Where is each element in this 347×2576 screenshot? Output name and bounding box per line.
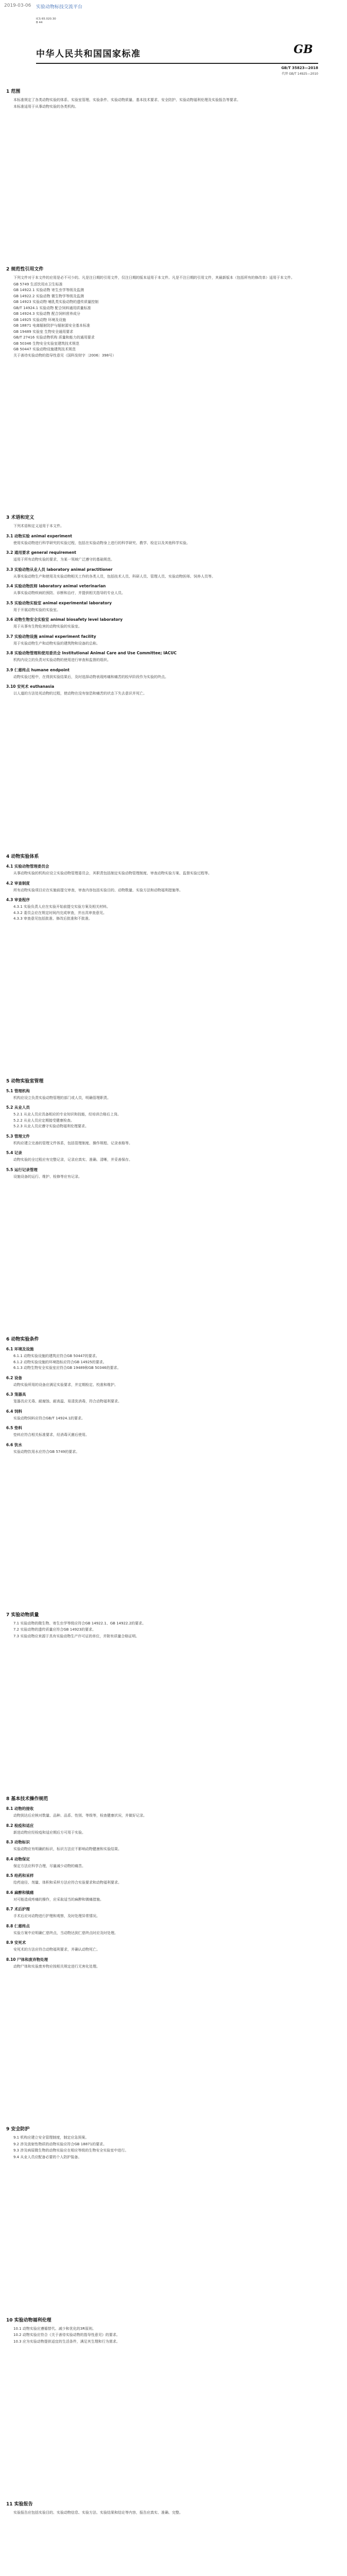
standard-number: GB/T 35823—2018 <box>281 66 318 70</box>
subsection-heading: 4.1 实验动物管理委员会 <box>6 864 49 869</box>
print-date: 2019-03-06 <box>4 3 31 8</box>
replaces-note: 代替 GB/T 14925—2010 <box>282 72 318 76</box>
subsection-heading: 8.6 麻醉和镇痛 <box>6 1890 34 1895</box>
paragraph: 动物实验的全过程应有完整记录，记录应真实、准确、清晰，并妥善保存。 <box>13 1158 132 1162</box>
subsection-heading: 5.4 记录 <box>6 1150 22 1156</box>
paragraph: 设施设备的运行、维护、检修等应有记录。 <box>13 1174 82 1179</box>
list-item: GB 14924.3 实验动物 配合饲料营养成分 <box>13 312 80 316</box>
subsection-heading: 8.10 尸体和废弃物处理 <box>6 1957 48 1962</box>
paragraph: 下列文件对于本文件的应用是必不可少的。凡是注日期的引用文件，仅注日期的版本适用于本文件。凡是不注日期的引用文件，其最新版本（包括所有的修改单）适用于本文件。 <box>13 276 294 280</box>
subsection-heading: 4.3 审查程序 <box>6 897 30 903</box>
section-heading: 10 实验动物福利伦理 <box>6 2317 51 2323</box>
subsection-heading: 3.1 动物实验 animal experiment <box>6 533 73 538</box>
subsection-heading: 8.4 动物保定 <box>6 1856 30 1861</box>
header-rule <box>36 63 318 64</box>
section-heading: 1 范围 <box>6 89 21 94</box>
paragraph: 动物到达后应核对数量、品种、品系、性别、等级等，检查健康状况，并做好记录。 <box>13 1814 147 1818</box>
list-item: GB/T 14924.1 实验动物 配合饲料通用质量标准 <box>13 306 91 310</box>
browser-header <box>0 0 347 11</box>
paragraph: 本标准规定了各类动物实验的体系、实验室管理、实验条件、实验动物质量、基本技术要求、安全防护、实验动物福利伦理及实验报告等要求。 <box>13 98 240 102</box>
paragraph: 机构内设立的负责对实验动物的使用进行审查和监督的组织。 <box>13 658 111 663</box>
ccs-code: B 44 <box>36 21 43 24</box>
subsection-heading: 3.9 仁慈终点 humane endpoint <box>6 667 70 672</box>
subsection-heading: 8.3 动物标识 <box>6 1840 30 1845</box>
subsection-heading: 6.6 饮水 <box>6 1442 22 1447</box>
subsection-heading: 8.8 仁慈终点 <box>6 1923 30 1928</box>
list-item: GB 50346 生物安全实验室建筑技术规范 <box>13 341 79 346</box>
paragraph: 机构应设立负责实验动物管理的部门或人员，明确管理职责。 <box>13 1095 111 1100</box>
paragraph: 本标准适用于从事动物实验的各类机构。 <box>13 104 78 109</box>
list-item: 4.3.3 审查意见包括批准、修改后批准和不批准。 <box>13 917 93 921</box>
subsection-heading: 8.2 检疫和适应 <box>6 1823 34 1828</box>
site-link[interactable]: 实验动物标技交流平台 <box>36 5 83 10</box>
list-item: 6.1.2 动物实验设施的环境指标应符合GB 14925的要求。 <box>13 1360 107 1364</box>
paragraph: 实验动物应有明确的标识，标识方法应不影响动物健康和实验结果。 <box>13 1847 122 1852</box>
paragraph: 实验动物饮用水应符合GB 5749的要求。 <box>13 1449 80 1454</box>
subsection-heading: 8.1 动物的接收 <box>6 1806 34 1811</box>
subsection-heading: 4.2 审查制度 <box>6 880 30 886</box>
paragraph: 9.3 涉及病原微生物的动物实验应在相应等级的生物安全实验室中进行。 <box>13 2148 129 2153</box>
paragraph: 动物实验所用的设备应满足实验要求，并定期检定、校准和维护。 <box>13 1382 118 1387</box>
subsection-heading: 8.9 安死术 <box>6 1940 26 1945</box>
standard-title: 中华人民共和国国家标准 <box>36 49 141 59</box>
ics-code: ICS 65.020.30 <box>36 18 56 21</box>
paragraph: 垫料应符合相关标准要求，经消毒灭菌后使用。 <box>13 1433 89 1437</box>
subsection-heading: 3.10 安死术 euthanasia <box>6 684 55 689</box>
paragraph: 保定方法应科学合理，尽量减少动物的痛苦。 <box>13 1863 85 1868</box>
paragraph: 9.4 从业人员应配备必要的个人防护装备。 <box>13 2155 82 2159</box>
paragraph: 笼器具应无毒、耐腐蚀、耐高温、易清洗消毒，符合动物福利要求。 <box>13 1399 122 1404</box>
paragraph: 9.2 涉及放射性物质的动物实验应符合GB 18871的要求。 <box>13 2142 107 2146</box>
gb-logo-icon <box>290 42 316 56</box>
section-heading: 5 动物实验室管理 <box>6 1078 44 1084</box>
subsection-heading: 3.2 通用要求 general requirement <box>6 550 77 555</box>
paragraph: 安死术的方法应符合动物福利要求，并确认动物死亡。 <box>13 1947 100 1952</box>
subsection-heading: 6.4 饲料 <box>6 1409 22 1414</box>
section <box>4 1335 343 1603</box>
section <box>4 265 343 506</box>
list-item: GB 50447 实验动物设施建筑技术规范 <box>13 347 76 352</box>
subsection-heading: 5.2 从业人员 <box>6 1105 30 1110</box>
list-item: GB/T 27416 实验动物机构 质量和能力的通用要求 <box>13 335 95 340</box>
subsection-heading: 6.2 设备 <box>6 1375 22 1380</box>
paragraph: 实验动物饲料应符合GB/T 14924.1的要求。 <box>13 1416 85 1420</box>
subsection-heading: 3.3 实验动物从业人员 laboratory animal practitioner <box>6 567 113 572</box>
paragraph: 给药途径、剂量、体积和采样方法应符合实验要求和动物福利要求。 <box>13 1880 122 1885</box>
section <box>4 853 343 1070</box>
list-item: 6.1.3 动物生物安全实验室应符合GB 19489和GB 50346的要求。 <box>13 1366 121 1370</box>
section <box>4 514 343 845</box>
subsection-heading: 3.7 实验动物设施 animal experiment facility <box>6 634 96 639</box>
paragraph: 动物实验过程中，在得到实验结果后，及时选择动物表现疼痛和痛苦的较早阶段作为实验的终点。 <box>13 674 168 679</box>
list-item: 关于善待实验动物的指导性意见（国科发财字〔2006〕398号） <box>13 353 116 358</box>
section-heading: 6 动物实验条件 <box>6 1337 39 1343</box>
list-item: 5.2.1 从业人员应具备相应的专业知识和技能，经培训合格后上岗。 <box>13 1112 122 1117</box>
paragraph: 动物尸体和实验废弃物应按相关规定进行无害化处理。 <box>13 1964 100 1969</box>
paragraph: 手术后应对动物进行护理和观察，及时处理异常情况。 <box>13 1914 100 1919</box>
section-heading: 11 实验报告 <box>6 2502 33 2507</box>
subsection-heading: 5.1 管理机构 <box>6 1088 30 1093</box>
section-heading: 2 规范性引用文件 <box>6 267 44 273</box>
subsection-heading: 8.5 给药和采样 <box>6 1873 34 1878</box>
list-item: GB 14925 实验动物 环境及设施 <box>13 317 66 322</box>
subsection-heading: 6.5 垫料 <box>6 1426 22 1431</box>
gb-logo-text: GB <box>293 43 313 56</box>
subsection-heading: 3.8 实验动物管理和使用委员会 Institutional Animal Care and Use Committee; IACUC <box>6 651 177 656</box>
subsection-heading: 3.5 实验动物实验室 animal experimental laboratory <box>6 600 112 605</box>
section <box>4 88 343 258</box>
list-item: 6.1.1 动物实验设施的建筑应符合GB 50447的要求。 <box>13 1354 99 1359</box>
paragraph: 实验方案中应明确仁慈终点，当动物达到仁慈终点时应及时处理。 <box>13 1930 118 1935</box>
subsection-heading: 6.1 环境及设施 <box>6 1347 34 1352</box>
section <box>4 2316 343 2494</box>
subsection-heading: 3.4 实验动物医师 laboratory animal veterinarian <box>6 584 106 589</box>
section <box>4 2500 343 2576</box>
standard-page <box>4 12 343 2576</box>
paragraph: 所有动物实验项目应在实施前提交审查，审查内容包括实验目的、动物数量、实验方法和动物福利措施等。 <box>13 888 183 892</box>
section <box>4 1077 343 1329</box>
section <box>4 2125 343 2309</box>
paragraph: 以人道的方法处死动物的过程，使动物在没有惊恐和痛苦的状态下失去意识并死亡。 <box>13 691 147 696</box>
list-item: GB 14923 实验动物 哺乳类实验动物的遗传质量控制 <box>13 300 99 304</box>
list-item: GB 19489 实验室 生物安全通用要求 <box>13 329 74 334</box>
section <box>4 1795 343 2118</box>
paragraph: 用于从事有生物危害的动物实验的实验室。 <box>13 624 82 629</box>
section-heading: 7 实验动物质量 <box>6 1612 39 1618</box>
list-item: GB 14922.2 实验动物 微生物学等级及监测 <box>13 294 84 298</box>
paragraph: 从事动物实验的机构应设立实验动物管理委员会，其职责包括制定实验动物管理制度、审查动物实验方案、监督实验过程等。 <box>13 871 212 876</box>
section-heading: 9 安全防护 <box>6 2127 30 2132</box>
paragraph: 7.3 实验动物应来源于具有实验动物生产许可证的单位，并附有质量合格证明。 <box>13 1634 140 1638</box>
paragraph: 从事实验动物疾病的预防、诊断和治疗，并提供相关指导的专业人员。 <box>13 591 125 596</box>
paragraph: 从事实验动物生产和使用及实验动物相关工作的各类人员，包括技术人员、科研人员、管理人员、实验动物医师、饲养人员等。 <box>13 574 215 579</box>
subsection-heading: 5.3 管理文件 <box>6 1133 30 1139</box>
paragraph: 适用于所有动物实验的要求，为某一领域广泛遵守的基础规范。 <box>13 557 114 562</box>
paragraph: 10.2 动物实验应符合《关于善待实验动物的指导性意见》的要求。 <box>13 2333 120 2337</box>
list-item: 4.3.2 委员会应在规定时间内完成审查，并出具审查意见。 <box>13 910 107 915</box>
paragraph: 9.1 机构应建立安全管理制度，制定应急预案。 <box>13 2136 89 2140</box>
list-item: GB 14922.1 实验动物 寄生虫学等级及监测 <box>13 288 84 293</box>
subsection-heading: 3.6 动物生物安全实验室 animal biosafety level laboratory <box>6 617 123 622</box>
subsection-heading: 6.3 笼器具 <box>6 1392 26 1397</box>
paragraph: 用于实验动物生产和动物实验的建筑物和设备的总称。 <box>13 641 100 646</box>
section-heading: 3 术语和定义 <box>6 515 34 521</box>
paragraph: 7.1 实验动物的微生物、寄生虫学等级应符合GB 14922.1、GB 14922.2的要求。 <box>13 1621 146 1625</box>
paragraph: 用于开展动物实验的实验室。 <box>13 607 60 612</box>
list-item: 5.2.2 从业人员应定期接受健康检查。 <box>13 1118 75 1123</box>
list-item: GB 18871 电离辐射防护与辐射源安全基本标准 <box>13 324 90 328</box>
paragraph: 实验报告应包括实验目的、实验动物信息、实验方法、实验结果和结论等内容，报告应真实、准确、完整。 <box>13 2511 183 2515</box>
paragraph: 新进动物应经检疫和适应期后方可用于实验。 <box>13 1830 85 1835</box>
section-heading: 8 基本技术操作规范 <box>6 1797 48 1802</box>
paragraph: 7.2 实验动物的遗传质量应符合GB 14923的要求。 <box>13 1628 96 1632</box>
section <box>4 1611 343 1788</box>
classification-codes <box>36 18 56 25</box>
list-item: 5.2.3 从业人员应遵守实验动物福利伦理要求。 <box>13 1124 89 1129</box>
subsection-heading: 5.5 运行记录管理 <box>6 1167 38 1172</box>
paragraph: 下列术语和定义适用于本文件。 <box>13 524 64 529</box>
paragraph: 使用实验动物进行科学研究的实验过程，包括在实验动物身上进行的科学研究、教学、检定以及其他科学实验。 <box>13 540 190 545</box>
paragraph: 对可能造成疼痛的操作，应采取适当的麻醉和镇痛措施。 <box>13 1897 103 1902</box>
list-item: GB 5749 生活饮用水卫生标准 <box>13 282 63 286</box>
paragraph: 10.3 应为实验动物提供适宜的生活条件，满足其生理和行为需求。 <box>13 2339 120 2344</box>
subsection-heading: 8.7 术后护理 <box>6 1907 30 1912</box>
document-body <box>4 80 343 2576</box>
list-item: 4.3.1 实验负责人应在实验开始前提交实验方案及相关材料。 <box>13 905 111 909</box>
paragraph: 机构应建立完善的管理文件体系，包括管理制度、操作规程、记录表格等。 <box>13 1141 132 1145</box>
section-heading: 4 动物实验体系 <box>6 854 39 860</box>
paragraph: 10.1 动物实验应遵循替代、减少和优化的3R原则。 <box>13 2326 96 2331</box>
